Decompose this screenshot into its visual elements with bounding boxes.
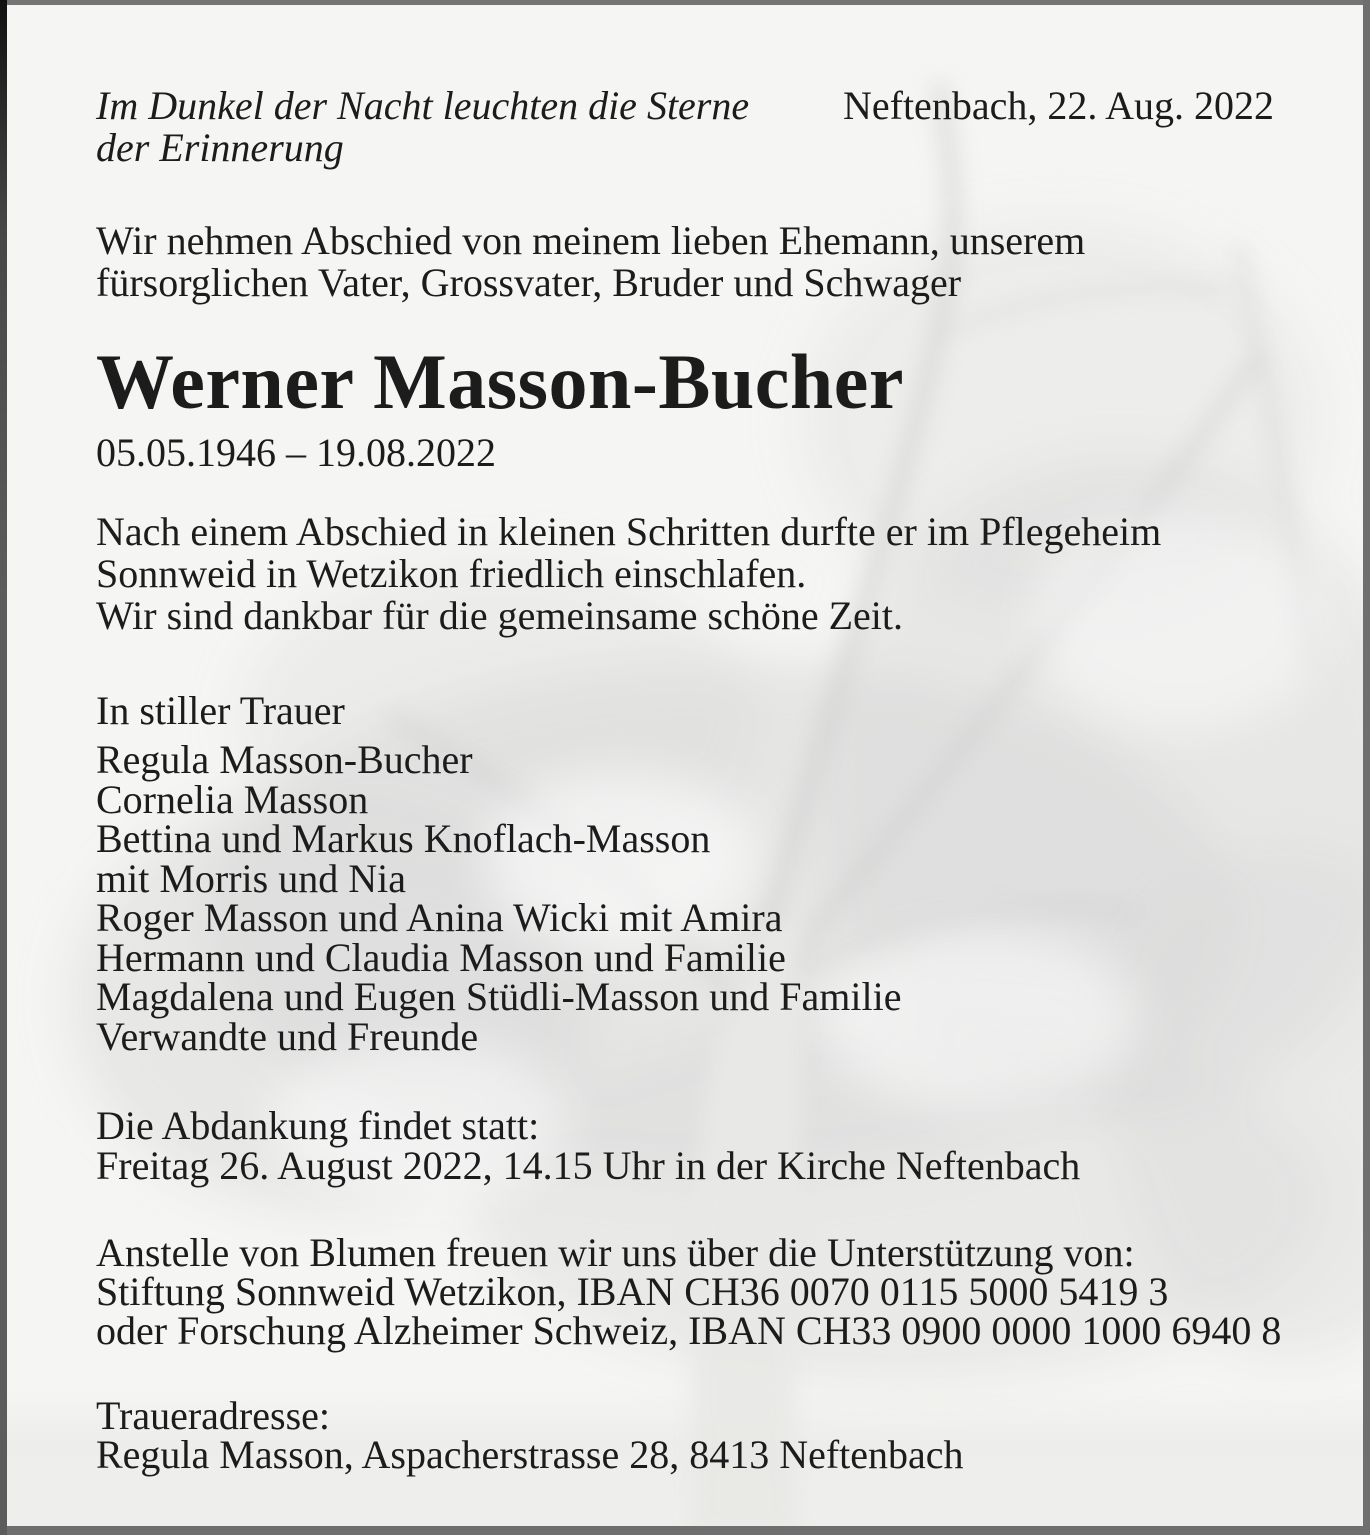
obituary-line: Wir sind dankbar für die gemeinsame schöne Zeit. <box>96 593 904 638</box>
service-line: Freitag 26. August 2022, 14.15 Uhr in der Kirche Neftenbach <box>96 1143 1081 1188</box>
mourner-name: Roger Masson und Anina Wicki mit Amira <box>96 895 783 940</box>
memorial-quote-line: Im Dunkel der Nacht leuchten die Sterne <box>96 83 750 128</box>
mourner-name: mit Morris und Nia <box>96 855 406 901</box>
donation-line: Anstelle von Blumen freuen wir uns über die Unterstützung von: <box>96 1230 1135 1275</box>
intro-line: fürsorglichen Vater, Grossvater, Bruder und Schwager <box>96 260 962 305</box>
place-date-line: Neftenbach, 22. Aug. 2022 <box>842 83 1274 128</box>
mourner-name: Cornelia Masson <box>96 776 369 822</box>
intro-line: Wir nehmen Abschied von meinem lieben Ehemann, unserem <box>96 218 1086 263</box>
obituary-paragraph <box>96 511 1161 637</box>
memorial-quote <box>96 85 749 169</box>
life-dates: 05.05.1946 – 19.08.2022 <box>96 430 496 475</box>
service-info <box>96 1103 1081 1188</box>
mourning-heading: In stiller Trauer <box>96 688 345 733</box>
intro-paragraph <box>96 220 1085 304</box>
address-line: Regula Masson, Aspacherstrasse 28, 8413 Neftenbach <box>96 1432 964 1477</box>
memorial-quote-line: der Erinnerung <box>96 125 344 170</box>
donation-info <box>96 1230 1282 1353</box>
mourner-name: Hermann und Claudia Masson und Familie <box>96 934 786 980</box>
deceased-name: Werner Masson-Bucher <box>96 338 904 425</box>
mourning-address <box>96 1393 964 1477</box>
mourner-name: Magdalena und Eugen Stüdli-Masson und Familie <box>96 974 902 1019</box>
mourner-name: Bettina und Markus Knoflach-Masson <box>96 816 711 861</box>
address-line: Traueradresse: <box>96 1393 331 1438</box>
mourners-list <box>96 737 902 1059</box>
obituary-line: Sonnweid in Wetzikon friedlich einschlafen. <box>96 551 807 596</box>
donation-line: oder Forschung Alzheimer Schweiz, IBAN CH33 0900 0000 1000 6940 8 <box>96 1308 1282 1353</box>
mourner-name: Regula Masson-Bucher <box>96 737 473 782</box>
service-line: Die Abdankung findet statt: <box>96 1103 540 1148</box>
donation-line: Stiftung Sonnweid Wetzikon, IBAN CH36 0070 0115 5000 5419 3 <box>96 1269 1169 1314</box>
mourner-name: Verwandte und Freunde <box>96 1013 479 1059</box>
obituary-line: Nach einem Abschied in kleinen Schritten durfte er im Pflegeheim <box>96 509 1162 554</box>
